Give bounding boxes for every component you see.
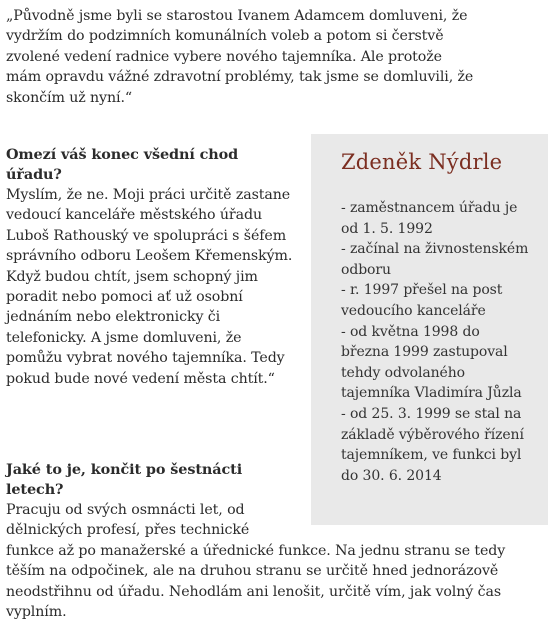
- question-answer: Myslím, že ne. Moji práci určitě zastane vedoucí kanceláře městského úřadu Luboš Rathouský ve spolupráci s šéfem správního odboru Leošem Křemenským. Když budou chtít, jsem schopný jim poradit nebo pomoci ať už osobní jednáním nebo elektronicky či telefonicky. A jsme domluveni, že pomůžu vybrat nového tajemníka. Tedy pokud bude nové vedení města chtít.“: [6, 187, 293, 387]
- sidebar-title: Zdeněk Nýdrle: [341, 150, 503, 174]
- career-item: - od května 1998 do března 1999 zastupoval tehdy odvolaného tajemníka Vladimíra Jůzla: [341, 323, 522, 402]
- career-item: - zaměstnancem úřadu je od 1. 5. 1992: [341, 200, 518, 237]
- career-item: - od 25. 3. 1999 se stal na základě výběrového řízení tajemníkem, ve funkci byl do 30. 6. 2014: [341, 405, 524, 484]
- career-item: - začínal na živnostenském odboru: [341, 241, 529, 278]
- interview-question-1: [6, 145, 298, 389]
- question-heading: Jaké to je, končit po šestnácti letech?: [6, 461, 243, 498]
- career-list: [341, 198, 532, 486]
- profile-sidebar: [311, 134, 548, 525]
- career-item: - r. 1997 přešel na post vedoucího kanceláře: [341, 282, 503, 319]
- question-heading: Omezí váš konec všední chod úřadu?: [6, 146, 239, 183]
- intro-quote: „Původně jsme byli se starostou Ivanem Adamcem domluveni, že vydržím do podzimních komunálních voleb a potom si čerstvě zvolené vedení radnice vybere nového tajemníka. Ale protože mám opravdu vážné zdravotní problémy, tak jsme se domluvili, že skončím už nyní.“: [6, 8, 474, 106]
- question-answer-continued: funkce až po manažerské a úřednické funkce. Na jednu stranu se tedy těším na odpočinek, ale na druhou stranu se určitě hned jednorázově neodstřihnu od úřadu. Nehodlám ani lenošit, určitě vím, jak volný čas vyplním.: [6, 542, 506, 621]
- question-answer-start: Pracuju od svých osmnácti let, od dělnických profesí, přes technické: [6, 502, 250, 539]
